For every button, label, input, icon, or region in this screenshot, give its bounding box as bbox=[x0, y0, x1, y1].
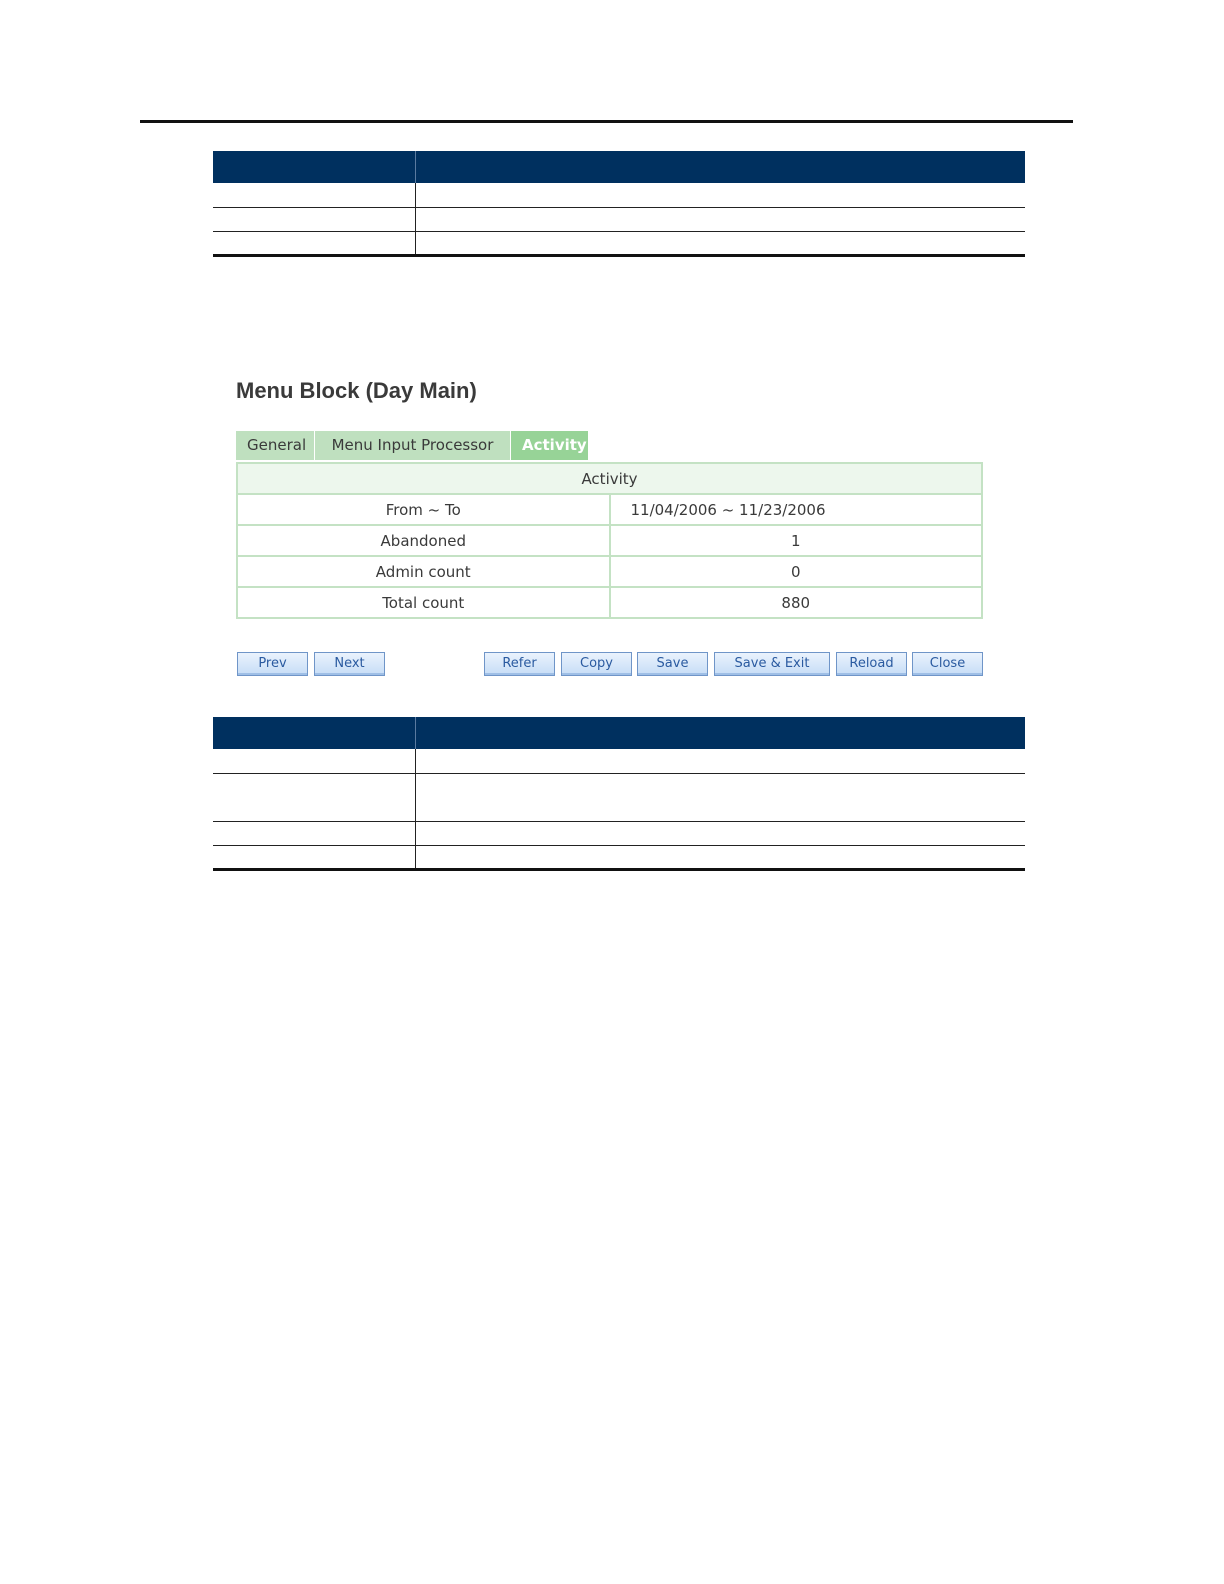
table-row bbox=[237, 525, 982, 556]
row-label: Total count bbox=[237, 587, 610, 618]
table-row bbox=[213, 183, 1025, 207]
activity-table bbox=[236, 462, 983, 619]
activity-header-row bbox=[237, 463, 982, 494]
table-row bbox=[213, 845, 1025, 869]
document-table-top bbox=[213, 151, 1025, 257]
prev-button[interactable]: Prev bbox=[237, 652, 308, 676]
row-value: 880 bbox=[610, 587, 983, 618]
table-header-row bbox=[213, 717, 1025, 749]
activity-section-header: Activity bbox=[237, 463, 982, 494]
table-row bbox=[237, 494, 982, 525]
table-row bbox=[237, 587, 982, 618]
page-title: Menu Block (Day Main) bbox=[236, 378, 477, 403]
row-value: 1 bbox=[610, 525, 983, 556]
close-button[interactable]: Close bbox=[912, 652, 983, 676]
row-value: 11/04/2006 ~ 11/23/2006 bbox=[610, 494, 983, 525]
table-row bbox=[213, 207, 1025, 231]
table-row bbox=[213, 231, 1025, 255]
save-button[interactable]: Save bbox=[637, 652, 708, 676]
refer-button[interactable]: Refer bbox=[484, 652, 555, 676]
table-row bbox=[237, 556, 982, 587]
next-button[interactable]: Next bbox=[314, 652, 385, 676]
table-header-row bbox=[213, 151, 1025, 183]
tab-activity[interactable]: Activity bbox=[511, 431, 589, 460]
copy-button[interactable]: Copy bbox=[561, 652, 632, 676]
reload-button[interactable]: Reload bbox=[836, 652, 907, 676]
page-header-rule bbox=[140, 120, 1073, 123]
tab-menu-input-processor[interactable]: Menu Input Processor bbox=[315, 431, 511, 460]
menu-block-screenshot bbox=[228, 372, 993, 690]
tab-general[interactable]: General bbox=[236, 431, 315, 460]
tab-bar bbox=[236, 431, 589, 460]
table-row bbox=[213, 821, 1025, 845]
row-value: 0 bbox=[610, 556, 983, 587]
document-table-bottom bbox=[213, 717, 1025, 871]
table-row bbox=[213, 773, 1025, 821]
table-row bbox=[213, 749, 1025, 773]
row-label: From ~ To bbox=[237, 494, 610, 525]
row-label: Abandoned bbox=[237, 525, 610, 556]
save-exit-button[interactable]: Save & Exit bbox=[714, 652, 830, 676]
row-label: Admin count bbox=[237, 556, 610, 587]
